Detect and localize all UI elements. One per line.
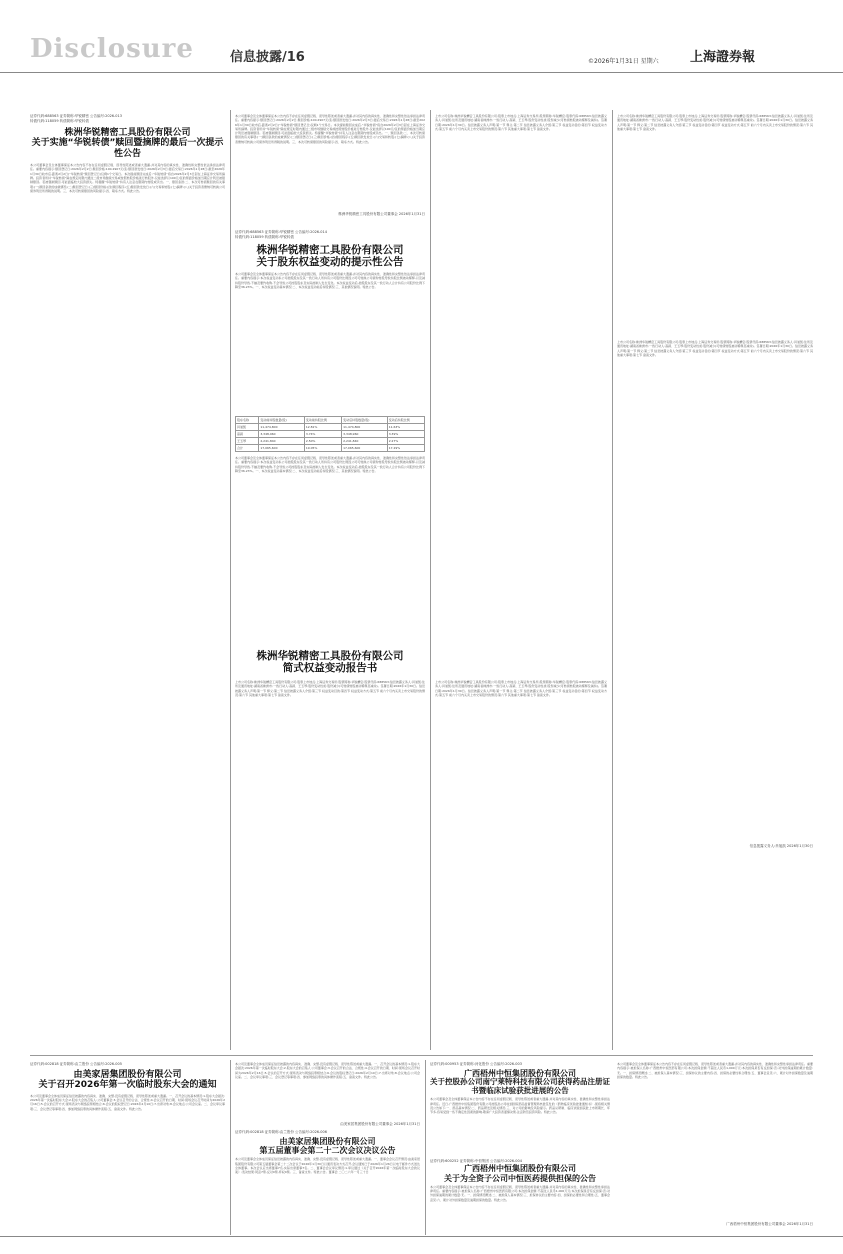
notice-meeting xyxy=(30,1062,225,1224)
report-continued xyxy=(435,114,607,1040)
notice-body: 本公司及董事会全体成员保证信息披露的内容真实、准确、完整,没有虚假记载、误导性陈述或重大遗漏。一、召开会议的基本情况:1.股东大会届次:2026年第一次临时股东大会;2.股东大会的召集人:公司董事会;3.会议召开的合法、合规性;4.会议召开的日期、时间:现场会议召开时间为2026年2月16日;5.会议的召开方式:现场表决与网络投票相结合;6.会议的股权登记日:2026年2月10日;7.出席对象;8.会议地点:公司会议室。二、会议审议事项;三、会议登记等事项;四、参加网络投票的具体操作流程;五、备查文件。特此公告。 xyxy=(30,1093,225,1111)
table-cell: 2,241,840 xyxy=(259,438,305,445)
notice-redemption xyxy=(30,114,225,1063)
notice-code: 证券代码:002818 证券简称:由兰股份 公告编号:2026-006 xyxy=(235,1130,327,1134)
notice-body: 本公司及董事会全体成员保证信息披露的内容真实、准确、完整,没有虚假记载、误导性陈述或重大遗漏。一、董事会会议召开情况:由美家居集团股份有限公司第五届董事会第二十二次会议于2026年1月30日以通讯表决方式召开,会议通知已于2026年1月26日以电子邮件方式送达全体董事。本次会议应出席董事7名,实际出席董事7名。二、董事会会议审议情况:1.审议通过《关于召开2026年第一次临时股东大会的议案》;表决结果:同意7票,反对0票,弃权0票。三、备查文件。特此公告。董事会 二〇二六年一月三十日 xyxy=(235,1157,420,1175)
table-header: 变动前持股比例 xyxy=(304,417,341,424)
notice-code: 证券代码:600252 证券简称:中恒集团 公告编号:2026-004 xyxy=(430,1159,522,1164)
table-cell: 2.50% xyxy=(304,438,341,445)
table-cell: 高颖 xyxy=(236,431,259,438)
table-cell: 合计 xyxy=(236,445,259,452)
table-cell: 肖旭凯 xyxy=(236,424,259,431)
notice-company: 由美家居集团股份有限公司 xyxy=(73,1070,182,1080)
notice-drug-approval xyxy=(430,1062,610,1220)
masthead xyxy=(0,0,843,73)
notice-title: 关于实施“华锐转债”赎回暨摘牌的最后一次提示性公告 xyxy=(31,138,224,159)
notice-continued xyxy=(235,114,425,217)
notice-title: 关于控股孙公司南宁莱特科技有限公司获得药品注册证书暨临床试验获批进展的公告 xyxy=(430,1077,610,1095)
notice-code-bond: 转债代码:118059 转债简称:华锐转债 xyxy=(30,119,89,123)
column-divider xyxy=(612,110,613,1050)
table-cell: 王玉琴 xyxy=(236,438,259,445)
signature: 株洲华锐精密工具股份有限公司董事会 2026年1月31日 xyxy=(338,212,425,216)
page-bottom-rule xyxy=(0,1236,843,1237)
notice-code-bond: 转债代码:118059 转债简称:华锐转债 xyxy=(235,235,294,239)
table-row xyxy=(236,431,425,438)
section-wordmark: Disclosure xyxy=(30,34,194,64)
signature: 信息披露义务人:肖旭凯 2026年1月30日 xyxy=(749,844,813,848)
table-cell: 17,065,600 xyxy=(259,445,305,452)
table-header: 变动后持股数量(股) xyxy=(342,417,388,424)
notice-company: 株洲华锐精密工具股份有限公司 xyxy=(256,650,404,662)
notice-body-continued: 本公司及董事会全体成员保证信息披露的内容真实、准确、完整,没有虚假记载、误导性陈述或重大遗漏。一、召开会议的基本情况:1.股东大会届次:2026年第一次临时股东大会;2.股东大会的召集人:公司董事会;3.会议召开的合法、合规性;4.会议召开的日期、时间:现场会议召开时间为2026年2月16日;5.会议的召开方式:现场表决与网络投票相结合;6.会议的股权登记日:2026年2月10日;7.出席对象;8.会议地点:公司会议室。二、会议审议事项;三、会议登记等事项;四、参加网络投票的具体操作流程;五、备查文件。特此公告。 xyxy=(235,1062,420,1079)
table-row xyxy=(236,438,425,445)
table-cell: 11,474,800 xyxy=(342,424,388,431)
table-cell: 19.05% xyxy=(304,445,341,452)
report-body-2: 上市公司名称:株洲华锐精密工具股份有限公司;股票上市地点:上海证券交易所;股票简称:华锐精密;股票代码:688563;信息披露义务人:肖旭凯;住所及通讯地址:湖南省株洲市;一致行动人:高颖、王玉琴;股份变动性质:股份减少(可转债转股被动稀释及减持)。签署日期:2026年1月30日。信息披露义务人声明;第一节 释义;第二节 信息披露义务人介绍;第三节 权益变动目的;第四节 权益变动方式;第五节 前六个月内买卖上市交易股份的情况;第六节 其他重大事项;第七节 备查文件。 xyxy=(435,680,607,697)
notice-body: 上市公司名称:株洲华锐精密工具股份有限公司;股票上市地点:上海证券交易所;股票简称:华锐精密;股票代码:688563;信息披露义务人:肖旭凯;住所及通讯地址:湖南省株洲市;一致行动人:高颖、王玉琴;股份变动性质:股份减少(可转债转股被动稀释及减持)。签署日期:2026年1月30日。信息披露义务人声明;第一节 释义;第二节 信息披露义务人介绍;第三节 权益变动目的;第四节 权益变动方式;第五节 前六个月内买卖上市交易股份的情况;第六节 其他重大事项;第七节 备查文件。 xyxy=(235,680,425,698)
table-cell: 3,348,960 xyxy=(259,431,305,438)
issue-date: ©2026年1月31日 星期六 xyxy=(588,58,659,65)
notice-guarantee-continued xyxy=(617,1062,813,1227)
notice-title: 第五届董事会第二十二次会议决议公告 xyxy=(259,1146,396,1156)
table-header-row xyxy=(236,417,425,424)
report-body-2: 上市公司名称:株洲华锐精密工具股份有限公司;股票上市地点:上海证券交易所;股票简称:华锐精密;股票代码:688563;信息披露义务人:肖旭凯;住所及通讯地址:湖南省株洲市;一致行动人:高颖、王玉琴;股份变动性质:股份减少(可转债转股被动稀释及减持)。签署日期:2026年1月30日。信息披露义务人声明;第一节 释义;第二节 信息披露义务人介绍;第三节 权益变动目的;第四节 权益变动方式;第五节 前六个月内买卖上市交易股份的情况;第六节 其他重大事项;第七节 备查文件。 xyxy=(617,340,813,357)
table-row xyxy=(236,445,425,452)
notice-body: 本公司董事会及全体董事保证本公告内容不存在任何虚假记载、误导性陈述或者重大遗漏,并对其内容的真实性、准确性和完整性承担法律责任。重要内容提示:被担保人名称:广西梧州中恒医药有限公司;本次担保金额:不超过人民币1,000万元;本次担保是否有反担保:否;对外担保逾期的累计数量:无。一、担保情况概述;二、被担保人基本情况;三、担保协议的主要内容;四、担保的必要性和合理性;五、董事会意见;六、累计对外担保数量及逾期担保的数量。特此公告。 xyxy=(430,1184,610,1202)
notice-company: 广西梧州中恒集团股份有限公司 xyxy=(464,1069,576,1078)
report-body: 上市公司名称:株洲华锐精密工具股份有限公司;股票上市地点:上海证券交易所;股票简称:华锐精密;股票代码:688563;信息披露义务人:肖旭凯;住所及通讯地址:湖南省株洲市;一致行动人:高颖、王玉琴;股份变动性质:股份减少(可转债转股被动稀释及减持)。签署日期:2026年1月30日。信息披露义务人声明;第一节 释义;第二节 信息披露义务人介绍;第三节 权益变动目的;第四节 权益变动方式;第五节 前六个月内买卖上市交易股份的情况;第六节 其他重大事项;第七节 备查文件。 xyxy=(435,114,607,131)
notice-body: 本公司董事会及全体董事保证本公告内容不存在任何虚假记载、误导性陈述或者重大遗漏,并对其内容的真实性、准确性和完整性承担法律责任。近日,广西梧州中恒集团股份有限公司控股孙公司收到国家药品监督管理局核准签发的《药物临床试验批准通知书》,现将相关情况公告如下:一、药品基本情况;二、药品研发及相关情况;三、对公司的影响及风险提示。药品从研制、临床试验到获批上市周期长、环节多,容易受到一些不确定性因素的影响,敬请广大投资者谨慎决策,注意防范投资风险。特此公告。 xyxy=(430,1097,610,1115)
notice-company: 株洲华锐精密工具股份有限公司 xyxy=(64,128,191,138)
holdings-table xyxy=(235,416,425,452)
table-cell: 3,348,960 xyxy=(342,431,388,438)
signature: 广西梧州中恒集团股份有限公司董事会 2026年1月31日 xyxy=(726,1222,813,1226)
notice-body: 本公司董事会及全体董事保证本公告内容不存在任何虚假记载、误导性陈述或者重大遗漏,并对其内容的真实性、准确性和完整性依法承担法律责任。重要内容提示:本次权益变动系公司控股股东及其一致行动人所持有公司股份比例因公司可转换公司债券转股导致持股比例被动稀释,以及减持股份导致,不触及要约收购,不会导致公司控股股东及实际控制人发生变化。本次权益变动后,控股股东及其一致行动人合计持有公司股份比例下降至36.23%。一、本次权益变动基本情况;二、本次权益变动前后持股情况;三、其他情况说明。特此公告。 xyxy=(235,272,425,290)
report-continued-2 xyxy=(617,114,813,849)
table-cell: 2.27% xyxy=(387,438,424,445)
table-cell: 11.63% xyxy=(387,424,424,431)
table-cell: 12.81% xyxy=(304,424,341,431)
notice-company: 广西梧州中恒集团股份有限公司 xyxy=(464,1164,576,1174)
column-divider xyxy=(425,1060,426,1235)
table-cell: 11,474,800 xyxy=(259,424,305,431)
newspaper-logo: 上海證券報 xyxy=(690,50,756,65)
report-body: 上市公司名称:株洲华锐精密工具股份有限公司;股票上市地点:上海证券交易所;股票简称:华锐精密;股票代码:688563;信息披露义务人:肖旭凯;住所及通讯地址:湖南省株洲市;一致行动人:高颖、王玉琴;股份变动性质:股份减少(可转债转股被动稀释及减持)。签署日期:2026年1月30日。信息披露义务人声明;第一节 释义;第二节 信息披露义务人介绍;第三节 权益变动目的;第四节 权益变动方式;第五节 前六个月内买卖上市交易股份的情况;第六节 其他重大事项;第七节 备查文件。 xyxy=(617,114,813,131)
notice-body-continued: 本公司董事会及全体董事保证本公告内容不存在任何虚假记载、误导性陈述或者重大遗漏,并对其内容的真实性、准确性和完整性依法承担法律责任。重要内容提示:赎回登记日:2026年2月2日;赎回价格:100.2907元/张;赎回款发放日:2026年2月3日;最后交易日:2026年1月28日;截至2026年1月30日收市后,距离2月2日(“华锐转债”赎回登记日)仅剩1个交易日。本次提前赎回完成后,“华锐转债”将自2026年2月3日起在上海证券交易所摘牌。投资者所持“华锐转债”除在规定时限内通过二级市场继续交易或按照转股价格进行转股外,仅能选择以100元/张的票面价格加当期应计利息被强制赎回。若被强制赎回,可能面临较大投资损失。特提醒“华锐转债”持有人注意在限期内转股或卖出。一、赎回条款;二、本次可转债赎回的有关事项;(一)赎回条款的成就情况;(二)赎回登记日;(三)赎回价格;(四)赎回程序;(五)赎回款发放日;(六)交易和转股;(七)摘牌;(八)关于投资者缴纳可转换公司债券利息所得税的说明。三、本次可转债赎回的风险提示;四、联系方式。特此公告。 xyxy=(235,114,425,144)
table-row xyxy=(236,424,425,431)
table-cell: 17,065,600 xyxy=(342,445,388,452)
notice-body-2: 本公司董事会及全体董事保证本公告内容不存在任何虚假记载、误导性陈述或者重大遗漏,并对其内容的真实性、准确性和完整性依法承担法律责任。重要内容提示:本次权益变动系公司控股股东及其一致行动人所持有公司股份比例因公司可转换公司债券转股导致持股比例被动稀释,以及减持股份导致,不触及要约收购,不会导致公司控股股东及实际控制人发生变化。本次权益变动后,控股股东及其一致行动人合计持有公司股份比例下降至36.23%。一、本次权益变动基本情况;二、本次权益变动前后持股情况;三、其他情况说明。特此公告。 xyxy=(235,456,425,474)
signature: 由美家居集团股份有限公司董事会 2026年1月31日 xyxy=(340,1122,420,1126)
notice-code: 证券代码:688563 证券简称:华锐精密 公告编号:2026-013 xyxy=(30,114,122,118)
section-title: 信息披露/16 xyxy=(230,50,305,65)
table-header: 变动后持股比例 xyxy=(387,417,424,424)
notice-title: 关于召开2026年第一次临时股东大会的通知 xyxy=(38,1080,217,1091)
table-header: 股东名称 xyxy=(236,417,259,424)
table-cell: 3.39% xyxy=(387,431,424,438)
notice-company: 株洲华锐精密工具股份有限公司 xyxy=(256,244,404,256)
notice-code: 证券代码:000953 证券简称:河化股份 公告编号:2026-003 xyxy=(430,1062,522,1066)
notice-code: 证券代码:002818 证券简称:由兰股份 公告编号:2026-005 xyxy=(30,1062,122,1066)
notice-report xyxy=(235,650,425,1020)
notice-title: 关于股东权益变动的提示性公告 xyxy=(256,256,404,269)
column-divider xyxy=(230,110,231,1050)
table-cell: 2,241,840 xyxy=(342,438,388,445)
notice-title: 关于为全资子公司中恒医药提供担保的公告 xyxy=(444,1173,596,1183)
table-header: 变动前持股数量(股) xyxy=(259,417,305,424)
table-cell: 17.29% xyxy=(387,445,424,452)
column-divider xyxy=(230,1060,231,1235)
table-cell: 3.74% xyxy=(304,431,341,438)
notice-body: 本公司董事会及全体董事保证本公告内容不存在任何虚假记载、误导性陈述或者重大遗漏,并对其内容的真实性、准确性和完整性依法承担法律责任。重要内容提示:赎回登记日:2026年2月2日;赎回价格:100.2907元/张;赎回款发放日:2026年2月3日;最后交易日:2026年1月28日;截至2026年1月30日收市后,距离2月2日(“华锐转债”赎回登记日)仅剩1个交易日。本次提前赎回完成后,“华锐转债”将自2026年2月3日起在上海证券交易所摘牌。投资者所持“华锐转债”除在规定时限内通过二级市场继续交易或按照转股价格进行转股外,仅能选择以100元/张的票面价格加当期应计利息被强制赎回。若被强制赎回,可能面临较大投资损失。特提醒“华锐转债”持有人注意在限期内转股或卖出。一、赎回条款;二、本次可转债赎回的有关事项;(一)赎回条款的成就情况;(二)赎回登记日;(三)赎回价格;(四)赎回程序;(五)赎回款发放日;(六)交易和转股;(七)摘牌;(八)关于投资者缴纳可转换公司债券利息所得税的说明。三、本次可转债赎回的风险提示;四、联系方式。特此公告。 xyxy=(30,163,225,193)
notice-title: 简式权益变动报告书 xyxy=(282,662,378,675)
notice-code: 证券代码:688563 证券简称:华锐精密 公告编号:2026-014 xyxy=(235,230,327,234)
notice-equity-change xyxy=(235,230,425,546)
notice-body-continued: 本公司董事会及全体董事保证本公告内容不存在任何虚假记载、误导性陈述或者重大遗漏,并对其内容的真实性、准确性和完整性承担法律责任。重要内容提示:被担保人名称:广西梧州中恒医药有限公司;本次担保金额:不超过人民币1,000万元;本次担保是否有反担保:否;对外担保逾期的累计数量:无。一、担保情况概述;二、被担保人基本情况;三、担保协议的主要内容;四、担保的必要性和合理性;五、董事会意见;六、累计对外担保数量及逾期担保的数量。特此公告。 xyxy=(617,1062,813,1079)
notice-board-resolution xyxy=(235,1062,420,1212)
notice-company: 由美家居集团股份有限公司 xyxy=(279,1137,376,1146)
column-divider xyxy=(430,110,431,1050)
